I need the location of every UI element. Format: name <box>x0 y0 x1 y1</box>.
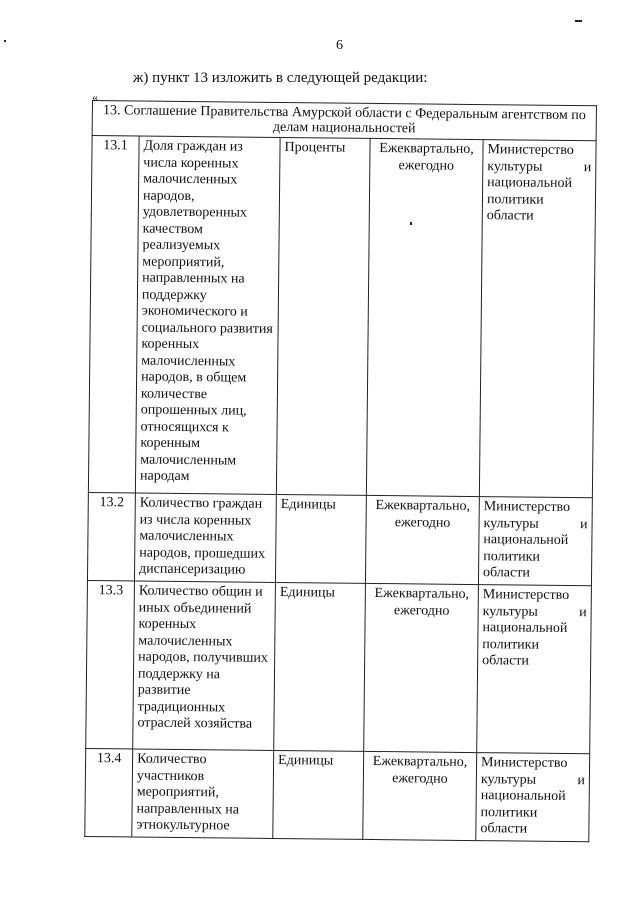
section-header: 13. Соглашение Правительства Амурской области с Федеральным агентством по делам национальностей <box>92 101 596 141</box>
page-number: 6 <box>336 38 343 53</box>
indicator-cell: Доля граждан из числа коренных малочисленных народов, удовлетворенных качеством реализуемых мероприятий, направленных на поддержку экономического и социального развития коренных малочисленных народов, в общем количестве опрошенных лиц, относящихся к коренным малочисленным народам <box>135 136 280 494</box>
row-number: 13.2 <box>87 492 135 580</box>
table-row <box>86 580 592 753</box>
scan-speck <box>4 40 6 42</box>
indicator-cell: Количество общин и иных объединений коренных малочисленных народов, получивших поддержку на развитие традиционных отраслей хозяйства <box>133 581 276 750</box>
frequency-cell: Ежеквартально, ежегодно <box>364 583 479 752</box>
unit-cell: Проценты <box>276 137 370 495</box>
row-number: 13.1 <box>88 136 139 493</box>
frequency-cell: Ежеквартально, ежегодно <box>365 495 479 584</box>
table-row <box>87 492 592 585</box>
row-number: 13.4 <box>85 748 133 836</box>
responsible-cell: Министерство культуры и национальной политики области <box>479 140 596 498</box>
frequency-cell: Ежеквартально, ежегодно <box>363 751 477 840</box>
unit-cell: Единицы <box>273 750 364 838</box>
table-row <box>85 748 590 841</box>
section-header-row <box>92 101 596 141</box>
indicator-cell: Количество участников мероприятий, направленных на этнокультурное <box>132 749 274 838</box>
row-number: 13.3 <box>86 580 135 748</box>
indicator-cell: Количество граждан из числа коренных малочисленных народов, прошедших диспансеризацию <box>134 493 276 582</box>
responsible-cell: Министерство культуры и национальной политики области <box>477 585 592 754</box>
table-row <box>88 136 596 498</box>
responsible-cell: Министерство культуры и национальной политики области <box>478 497 592 586</box>
frequency-cell: Ежеквартально, ежегодно <box>366 138 483 496</box>
unit-cell: Единицы <box>274 582 366 751</box>
responsible-cell: Министерство культуры и национальной политики области <box>476 753 590 842</box>
open-quote: « <box>92 90 98 104</box>
unit-cell: Единицы <box>275 494 366 583</box>
intro-text: ж) пункт 13 изложить в следующей редакции: <box>133 70 428 86</box>
indicators-table <box>84 100 597 842</box>
scan-speck <box>575 20 582 22</box>
